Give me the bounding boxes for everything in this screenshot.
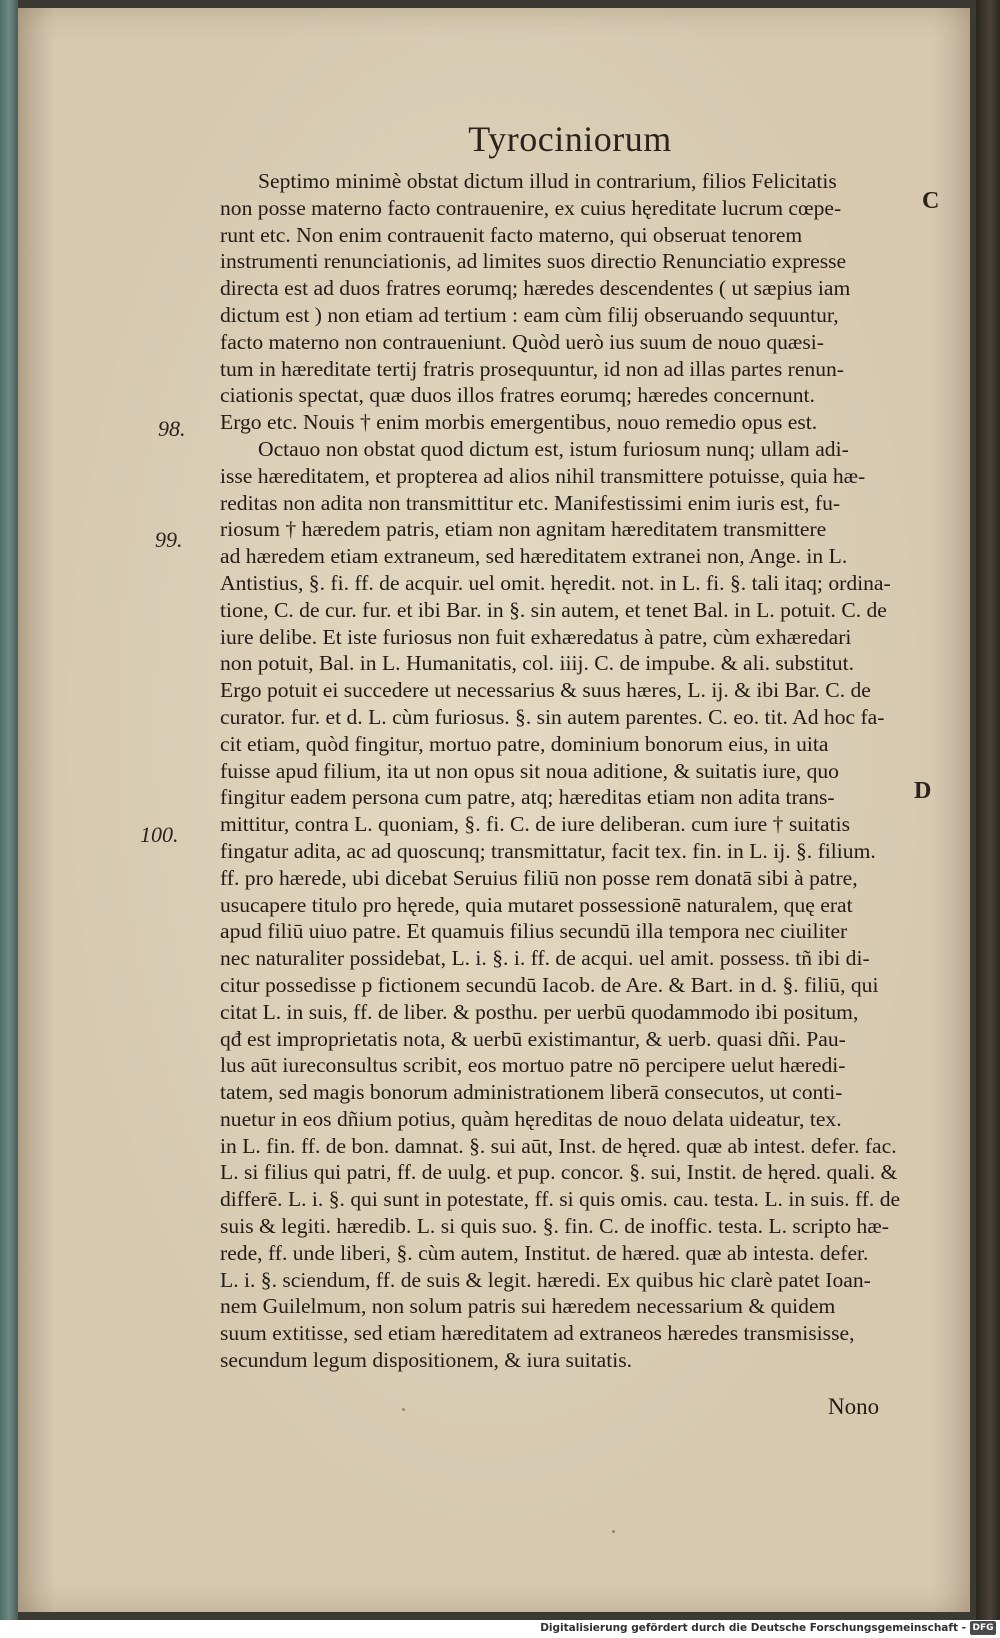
text-line: fuisse apud filium, ita ut non opus sit noua aditione, & suitatis iure, quo	[220, 758, 839, 783]
text-line: differē. L. i. §. qui sunt in potestate, ff. si quis omis. cau. testa. L. in suis. ff. de	[220, 1187, 901, 1212]
text-line: nec naturaliter possidebat, L. i. §. i. ff. de acqui. uel amit. possess. tñ ibi di-	[220, 946, 870, 971]
text-line: L. i. §. sciendum, ff. de suis & legit. hæredi. Ex quibus hic clarè patet Ioan-	[220, 1267, 871, 1292]
text-line: dictum est ) non etiam ad tertium : eam cùm filij obseruando sequuntur,	[220, 302, 839, 327]
text-line: mittitur, contra L. quoniam, §. fi. C. de iure deliberan. cum iure † suitatis	[220, 812, 851, 837]
text-line: runt etc. Non enim contrauenit facto materno, qui obseruat tenorem	[220, 222, 803, 247]
running-title: Tyrociniorum	[468, 119, 672, 159]
text-line: Octauo non obstat quod dictum est, istum furiosum nunq; ullam adi-	[258, 436, 849, 461]
text-line: ff. pro hærede, ubi dicebat Seruius filiū non posse rem donatā sibi à patre,	[220, 865, 858, 890]
text-line: instrumenti renunciationis, ad limites suos directio Renunciatio expresse	[220, 249, 847, 274]
text-line: apud filiū uiuo patre. Et quamuis filius secundū illa tempora nec ciuiliter	[220, 919, 848, 944]
text-line: lus aūt iureconsultus scribit, eos mortuo patre nō percipere uelut hæredi-	[220, 1053, 846, 1078]
text-line: riosum † hæredem patris, etiam non agnitam hæreditatem transmittere	[220, 517, 827, 542]
funding-credit: Digitalisierung gefördert durch die Deutsche Forschungsgemeinschaft -	[540, 1622, 966, 1634]
text-line: qđ est improprietatis nota, & uerbū existimantur, & uerb. quasi dñi. Pau-	[220, 1026, 846, 1051]
margin-number-98: 98.	[158, 416, 186, 441]
paper-speck	[612, 1530, 615, 1533]
text-line: Septimo minimè obstat dictum illud in contrarium, filios Felicitatis	[258, 169, 837, 193]
margin-letter-d: D	[914, 778, 932, 804]
text-line: L. si filius qui patri, ff. de uulg. et pup. concor. §. sui, Instit. de hęred. quali. &	[220, 1160, 898, 1185]
margin-number-100: 100.	[140, 822, 179, 847]
text-line: fingatur adita, ac ad quoscunq; transmittatur, facit tex. fin. in L. ij. §. filium.	[220, 838, 876, 863]
text-line: isse hæreditatem, et propterea ad alios nihil transmittere potuisse, quia hæ-	[220, 463, 866, 488]
text-line: reditas non adita non transmittitur etc. Manifestissimi enim iuris est, fu-	[220, 490, 841, 515]
book-edge-left	[0, 0, 18, 1620]
text-line: cit etiam, quòd fingitur, mortuo patre, dominium bonorum eius, in uita	[220, 731, 829, 756]
text-line: iure delibe. Et iste furiosus non fuit exhæredatus à patre, cùm exhæredari	[220, 624, 852, 649]
text-line: in L. fin. ff. de bon. damnat. §. sui aūt, Inst. de hęred. quæ ab intest. defer. fac.	[220, 1133, 897, 1158]
margin-number-99: 99.	[155, 527, 183, 552]
text-line: nem Guilelmum, non solum patris sui hæredem necessarium & quidem	[220, 1294, 836, 1319]
text-line: curator. fur. et d. L. cùm furiosus. §. sin autem parentes. C. eo. tit. Ad hoc fa-	[220, 704, 885, 729]
text-line: citur possedisse p fictionem secundū Iacob. de Are. & Bart. in d. §. filiū, qui	[220, 972, 879, 997]
text-line: usucapere titulo pro hęrede, quia mutaret possessionē naturalem, quę erat	[220, 892, 853, 917]
text-line: ciationis spectat, quæ duos illos fratres eorumq; hæredes concernunt.	[220, 383, 815, 408]
text-line: citat L. in suis, ff. de liber. & posthu. per uerbū quodammodo ibi positum,	[220, 999, 859, 1024]
text-line: facto materno non contraueniunt. Quòd uerò ius suum de nouo quæsi-	[220, 329, 824, 354]
book-edge-right	[976, 0, 1000, 1620]
dfg-logo: DFG	[970, 1621, 996, 1635]
text-line: secundum legum dispositionem, & iura suitatis.	[220, 1348, 633, 1373]
text-line: directa est ad duos fratres eorumq; hæredes descendentes ( ut sæpius iam	[220, 276, 851, 301]
body-text	[220, 168, 950, 1374]
catchword: Nono	[828, 1394, 880, 1419]
paper-speck	[402, 1408, 405, 1411]
text-line: Ergo etc. Nouis † enim morbis emergentibus, nouo remedio opus est.	[220, 410, 818, 435]
text-line: Ergo potuit ei succedere ut necessarius & suus hæres, L. ij. & ibi Bar. C. de	[220, 678, 871, 703]
text-line: suum extitisse, sed etiam hæreditatem ad extraneos hæredes transmisisse,	[220, 1321, 855, 1346]
text-line: suis & legiti. hæredib. L. si quis suo. §. fin. C. de inoffic. testa. L. scripto hæ-	[220, 1214, 889, 1239]
text-line: tum in hæreditate tertij fratris prosequuntur, id non ad illas partes renun-	[220, 356, 844, 381]
text-line: nuetur in eos dñium potius, quàm hęreditas de nouo delata uideatur, tex.	[220, 1106, 842, 1131]
text-line: ad hæredem etiam extraneum, sed hæreditatem extranei non, Ange. in L.	[220, 544, 848, 569]
text-line: non posse materno facto contrauenire, ex cuius hęreditate lucrum cœpe-	[220, 195, 842, 220]
margin-letter-c: C	[922, 188, 940, 214]
text-line: tatem, sed magis bonorum administrationem liberā consecutos, ut conti-	[220, 1080, 843, 1105]
text-line: fingitur eadem persona cum patre, atq; hæreditas etiam non adita trans-	[220, 785, 835, 810]
text-line: non potuit, Bal. in L. Humanitatis, col. iiij. C. de impube. & ali. substitut.	[220, 651, 854, 676]
text-line: Antistius, §. fi. ff. de acquir. uel omit. hęredit. not. in L. fi. §. tali itaq; ordina-	[220, 570, 891, 595]
text-line: rede, ff. unde liberi, §. cùm autem, Institut. de hæred. quæ ab intesta. defer.	[220, 1240, 869, 1265]
text-line: tione, C. de cur. fur. et ibi Bar. in §. sin autem, et tenet Bal. in L. potuit. C. de	[220, 597, 887, 622]
